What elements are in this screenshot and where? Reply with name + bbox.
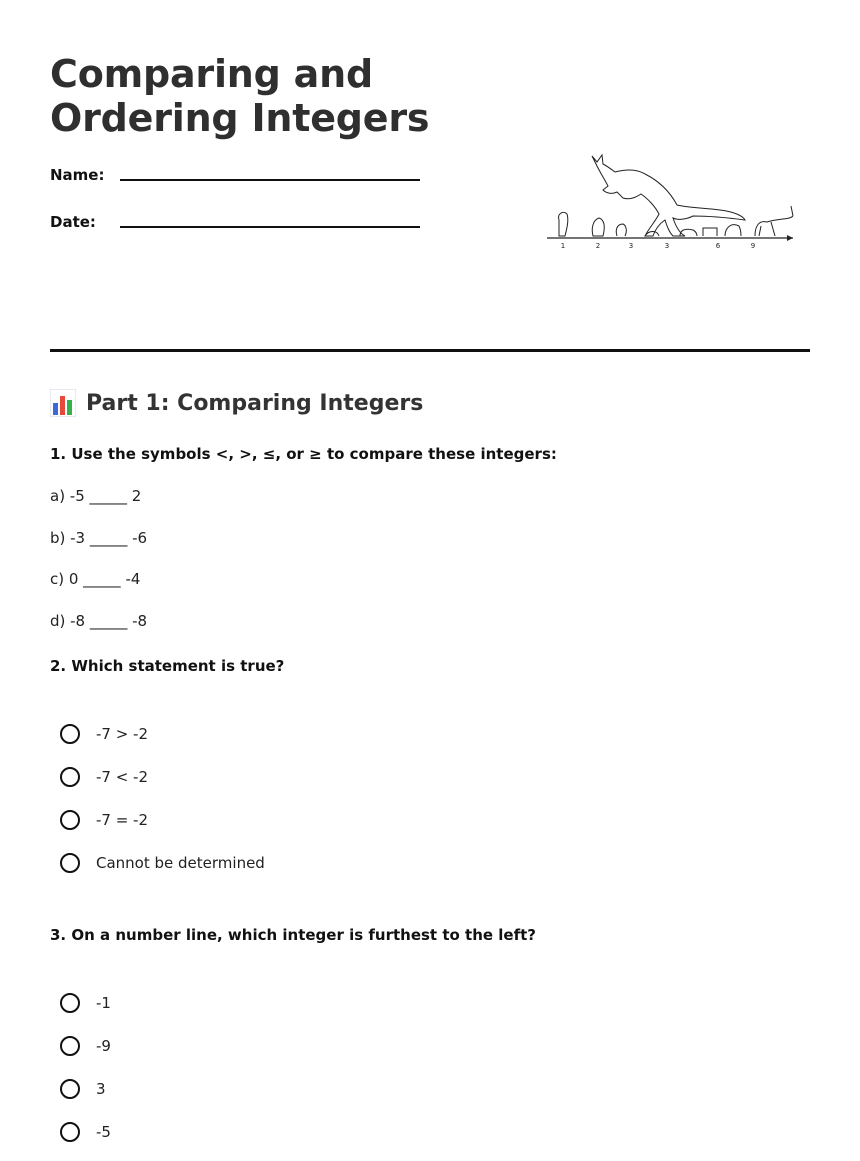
radio-button[interactable] <box>60 810 80 830</box>
q2-option[interactable] <box>60 724 148 744</box>
compare-item-d: d) -8 _____ -8 <box>50 612 148 630</box>
part1-header <box>50 389 423 417</box>
question-2-prompt: 2. Which statement is true? <box>50 657 285 675</box>
radio-button[interactable] <box>60 724 80 744</box>
number-line-tick: 3 <box>628 242 634 250</box>
q2-option[interactable] <box>60 853 265 873</box>
radio-button[interactable] <box>60 853 80 873</box>
q2-option-label: Cannot be determined <box>96 854 265 872</box>
q2-option-label: -7 < -2 <box>96 768 149 786</box>
compare-item-c: c) 0 _____ -4 <box>50 570 141 588</box>
q2-option-label: -7 = -2 <box>96 811 149 829</box>
kangaroo-number-line-icon <box>545 150 795 254</box>
q2-option-label: -7 > -2 <box>96 725 149 743</box>
q3-option[interactable] <box>60 1036 111 1056</box>
radio-button[interactable] <box>60 767 80 787</box>
q3-option[interactable] <box>60 993 111 1013</box>
name-field <box>50 166 104 184</box>
q2-option[interactable] <box>60 767 148 787</box>
radio-button[interactable] <box>60 993 80 1013</box>
q3-option-label: 3 <box>96 1080 106 1098</box>
question-3-prompt: 3. On a number line, which integer is furthest to the left? <box>50 926 536 944</box>
number-line-tick: 1 <box>560 242 566 250</box>
date-field <box>50 213 96 231</box>
question-1-prompt: 1. Use the symbols <, >, ≤, or ≥ to compare these integers: <box>50 445 557 463</box>
page-title <box>50 52 429 140</box>
radio-button[interactable] <box>60 1079 80 1099</box>
name-label: Name: <box>50 166 105 184</box>
section-divider <box>50 349 810 352</box>
q3-option[interactable] <box>60 1079 106 1099</box>
q3-option-label: -1 <box>96 994 111 1012</box>
name-line[interactable] <box>120 179 420 181</box>
q2-option[interactable] <box>60 810 148 830</box>
q3-option-label: -5 <box>96 1123 111 1141</box>
part1-heading: Part 1: Comparing Integers <box>86 390 424 416</box>
title-line-2: Ordering Integers <box>50 96 430 140</box>
number-line-tick: 2 <box>595 242 601 250</box>
worksheet-page <box>50 0 810 1161</box>
radio-button[interactable] <box>60 1036 80 1056</box>
title-line-1: Comparing and <box>50 52 373 96</box>
compare-item-b: b) -3 _____ -6 <box>50 529 148 547</box>
number-line-tick: 9 <box>750 242 756 250</box>
compare-item-a: a) -5 _____ 2 <box>50 487 142 505</box>
bar-chart-icon <box>50 389 76 417</box>
number-line-tick: 3 <box>664 242 670 250</box>
date-label: Date: <box>50 213 96 231</box>
number-line-tick: 6 <box>715 242 721 250</box>
date-line[interactable] <box>120 226 420 228</box>
radio-button[interactable] <box>60 1122 80 1142</box>
q3-option-label: -9 <box>96 1037 111 1055</box>
q3-option[interactable] <box>60 1122 111 1142</box>
